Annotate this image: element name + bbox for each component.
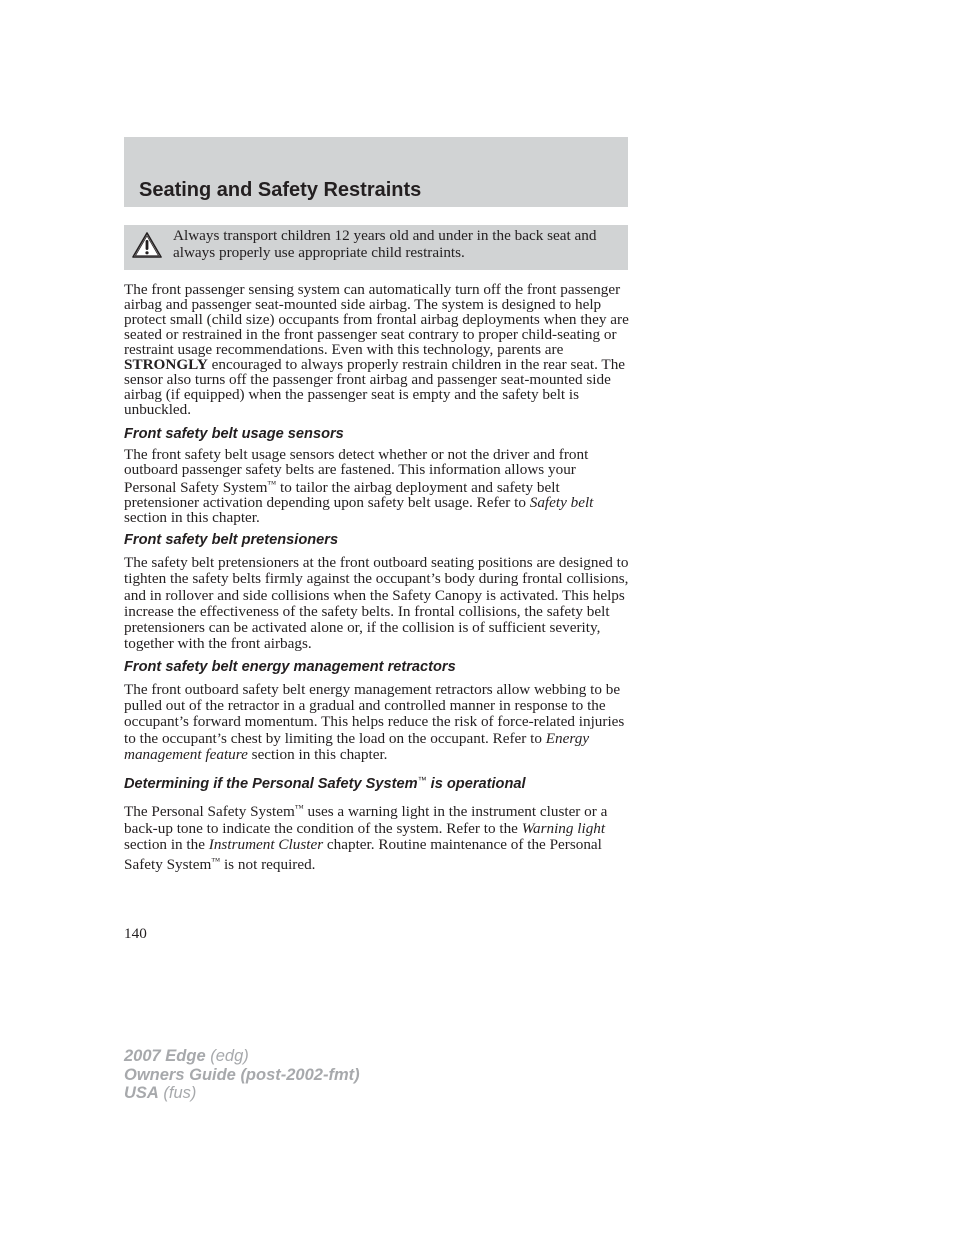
pss-operational-paragraph: The Personal Safety System™ uses a warning light in the instrument cluster or a back-up tone to indicate the condition of the system. Refer to the Warning light section in the Instrument Cluster chapter. Routine maintenance of the Personal Safety System™ is not required. bbox=[124, 803, 608, 874]
page-number: 140 bbox=[124, 925, 147, 942]
energy-retractors-paragraph: The front outboard safety belt energy management retractors allow webbing to be pulled out of the retractor in a gradual and controlled manner in response to the occupant’s forward momentum. This helps reduce the risk of force-related injuries to the occupant’s chest by limiting the load on the occupant. Refer to Energy management feature section in this chapter. bbox=[124, 680, 625, 763]
footer-line-market: USA (fus) bbox=[124, 1084, 197, 1102]
intro-paragraph: The front passenger sensing system can automatically turn off the front passenger airbag and passenger seat-mounted side airbag. The system is designed to help protect small (child size) occupants from frontal airbag deployments when they are seated or restrained in the front passenger seat contrary to proper child-seating or restraint usage recommendations. Even with this technology, parents are STRONGLY encouraged to always properly restrain children in the rear seat. The sensor also turns off the passenger front airbag and passenger seat-mounted side airbag (if equipped) when the passenger seat is empty and the safety belt is unbuckled. bbox=[124, 281, 629, 418]
trademark-symbol: ™ bbox=[294, 803, 304, 814]
footer-line-model: 2007 Edge (edg) bbox=[124, 1047, 249, 1065]
heading-usage-sensors: Front safety belt usage sensors bbox=[124, 426, 344, 442]
heading-pretensioners: Front safety belt pretensioners bbox=[124, 532, 339, 548]
heading-pss-operational: Determining if the Personal Safety System™ is operational bbox=[124, 775, 526, 793]
warning-triangle-icon bbox=[131, 231, 163, 259]
trademark-symbol: ™ bbox=[267, 479, 277, 489]
ref-instrument-cluster: Instrument Cluster bbox=[208, 835, 324, 853]
heading-energy-retractors: Front safety belt energy management retractors bbox=[124, 658, 456, 675]
section-header-band bbox=[124, 137, 628, 207]
page-body bbox=[124, 282, 630, 873]
section-title: Seating and Safety Restraints bbox=[139, 179, 422, 201]
usage-sensors-paragraph: The front safety belt usage sensors detect whether or not the driver and front outboard passenger safety belts are fastened. This information allows your Personal Safety System™ to tailor the airbag deployment and safety belt pretensioner activation depending upon safety belt usage. Refer to Safety belt section in this chapter. bbox=[124, 446, 594, 526]
ref-energy-management: Energy management feature bbox=[124, 729, 590, 763]
ref-warning-light: Warning light bbox=[521, 819, 606, 837]
warning-text: Always transport children 12 years old and under in the back seat and always properly use appropriate child restraints. bbox=[173, 227, 597, 261]
ref-safety-belt: Safety belt bbox=[529, 494, 594, 511]
trademark-symbol: ™ bbox=[417, 775, 427, 786]
document-footer bbox=[124, 1047, 360, 1103]
trademark-symbol: ™ bbox=[211, 856, 221, 867]
pretensioners-paragraph: The safety belt pretensioners at the front outboard seating positions are designed to tighten the safety belts firmly against the occupant’s body during frontal collisions, and in rollover and side collisions when the Safety Canopy is activated. This helps increase the effectiveness of the safety belts. In frontal collisions, the safety belt pretensioners can be activated alone or, if the collision is of sufficient severity, together with the front airbags. bbox=[124, 554, 629, 653]
strong-emphasis: STRONGLY bbox=[124, 356, 208, 373]
footer-line-guide: Owners Guide (post-2002-fmt) bbox=[124, 1065, 360, 1084]
warning-box bbox=[124, 225, 628, 270]
